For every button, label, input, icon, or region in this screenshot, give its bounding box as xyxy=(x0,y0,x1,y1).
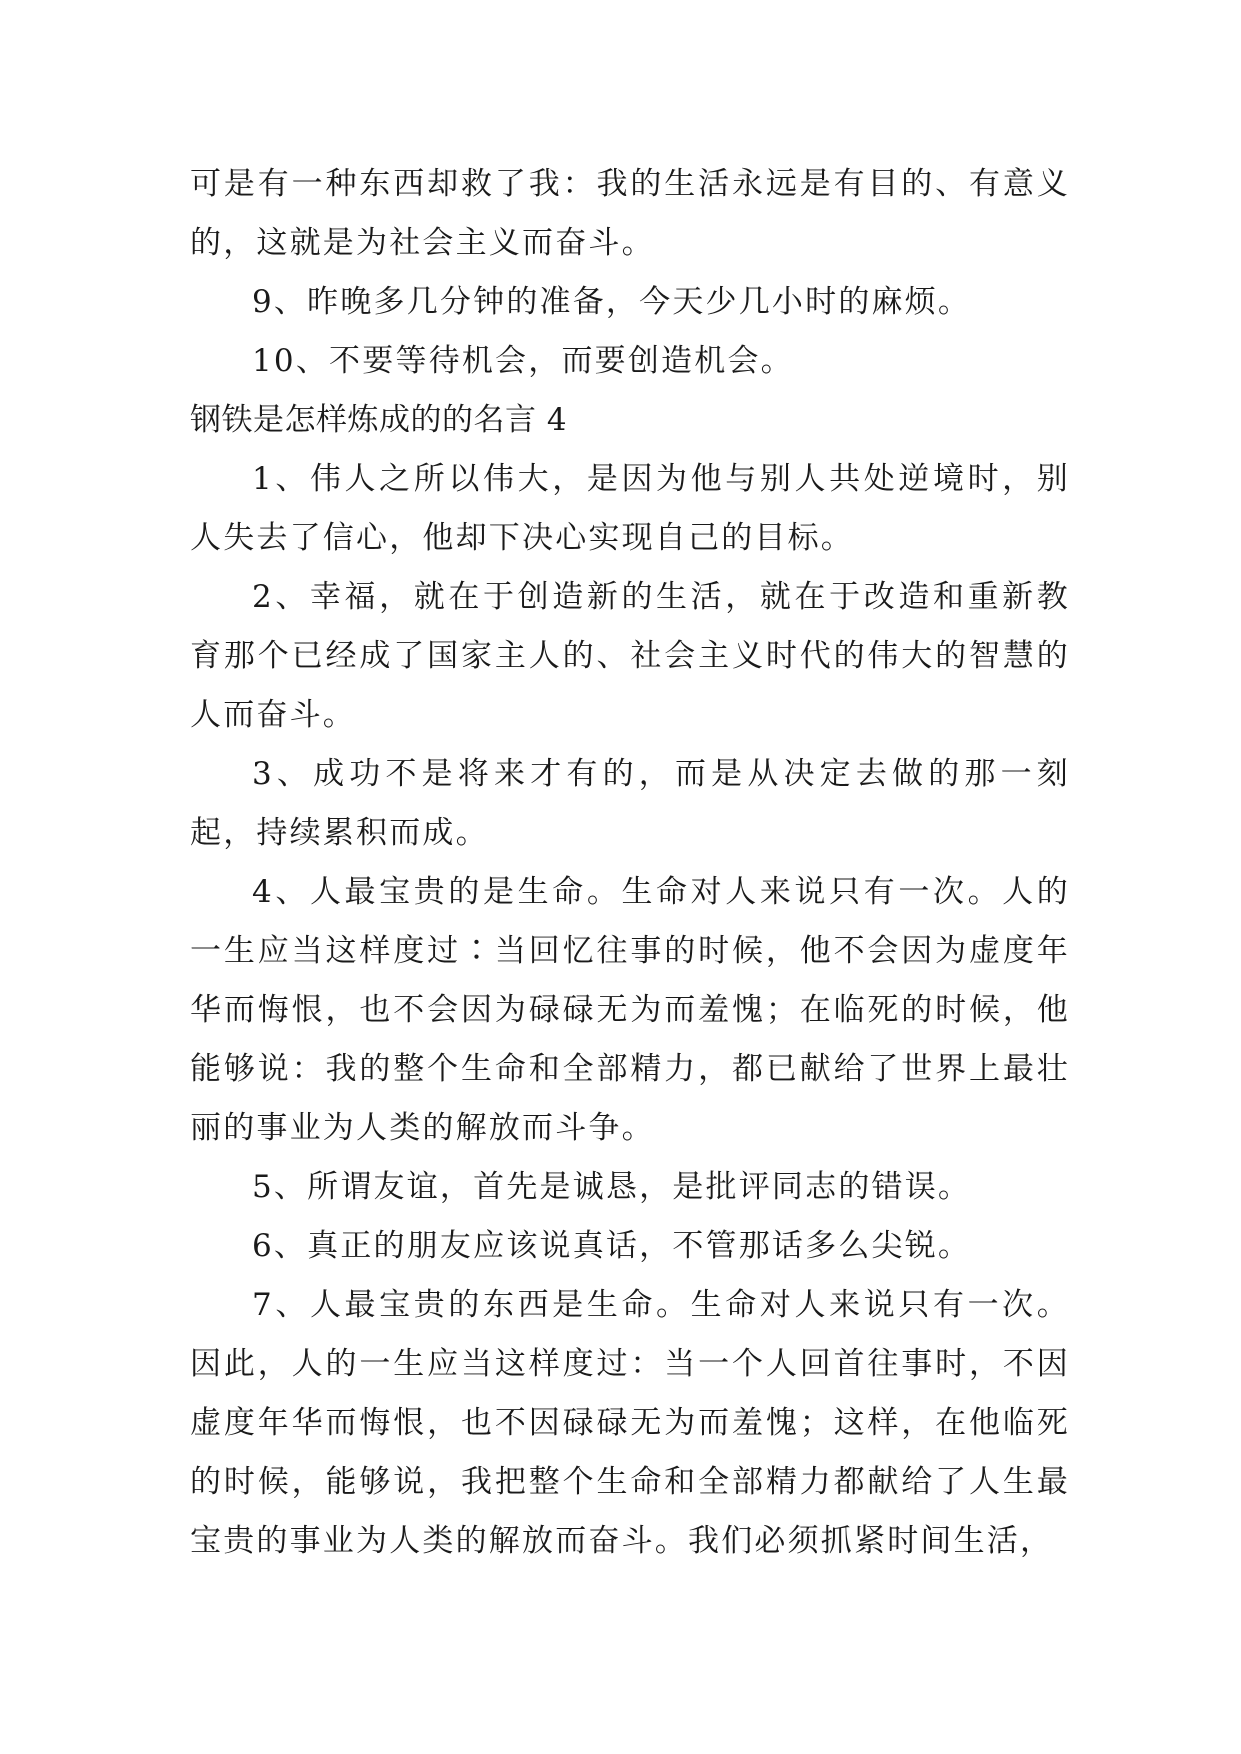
quote-item-6: 6、真正的朋友应该说真话，不管那话多么尖锐。 xyxy=(252,1228,972,1264)
quote-item-2: 2、幸福，就在于创造新的生活，就在于改造和重新教育那个已经成了国家主人的、社会主义时代的伟大的智慧的人而奋斗。 xyxy=(190,579,1070,733)
quote-item-5: 5、所谓友谊，首先是诚恳，是批评同志的错误。 xyxy=(252,1169,972,1205)
paragraph-continuation: 可是有一种东西却救了我：我的生活永远是有目的、有意义的，这就是为社会主义而奋斗。 xyxy=(190,166,1070,261)
quote-item-10: 10、不要等待机会，而要创造机会。 xyxy=(252,343,794,379)
quote-item-7: 7、人最宝贵的东西是生命。生命对人来说只有一次。因此，人的一生应当这样度过：当一个人回首往事时，不因虚度年华而悔恨，也不因碌碌无为而羞愧；这样，在他临死的时候，能够说，我把整个生命和全部精力都献给了人生最宝贵的事业为人类的解放而奋斗。我们必须抓紧时间生活， xyxy=(190,1287,1070,1559)
quote-item-3: 3、成功不是将来才有的，而是从决定去做的那一刻起，持续累积而成。 xyxy=(190,756,1070,851)
quote-item-1: 1、伟人之所以伟大，是因为他与别人共处逆境时，别人失去了信心，他却下决心实现自己的目标。 xyxy=(190,461,1070,556)
section-heading: 钢铁是怎样炼成的的名言 4 xyxy=(190,402,568,438)
document-body xyxy=(190,155,1070,1571)
quote-item-9: 9、昨晚多几分钟的准备，今天少几小时的麻烦。 xyxy=(252,284,972,320)
quote-item-4: 4、人最宝贵的是生命。生命对人来说只有一次。人的一生应当这样度过∶当回忆往事的时候，他不会因为虚度年华而悔恨，也不会因为碌碌无为而羞愧；在临死的时候，他能够说：我的整个生命和全部精力，都已献给了世界上最壮丽的事业为人类的解放而斗争。 xyxy=(190,874,1070,1146)
